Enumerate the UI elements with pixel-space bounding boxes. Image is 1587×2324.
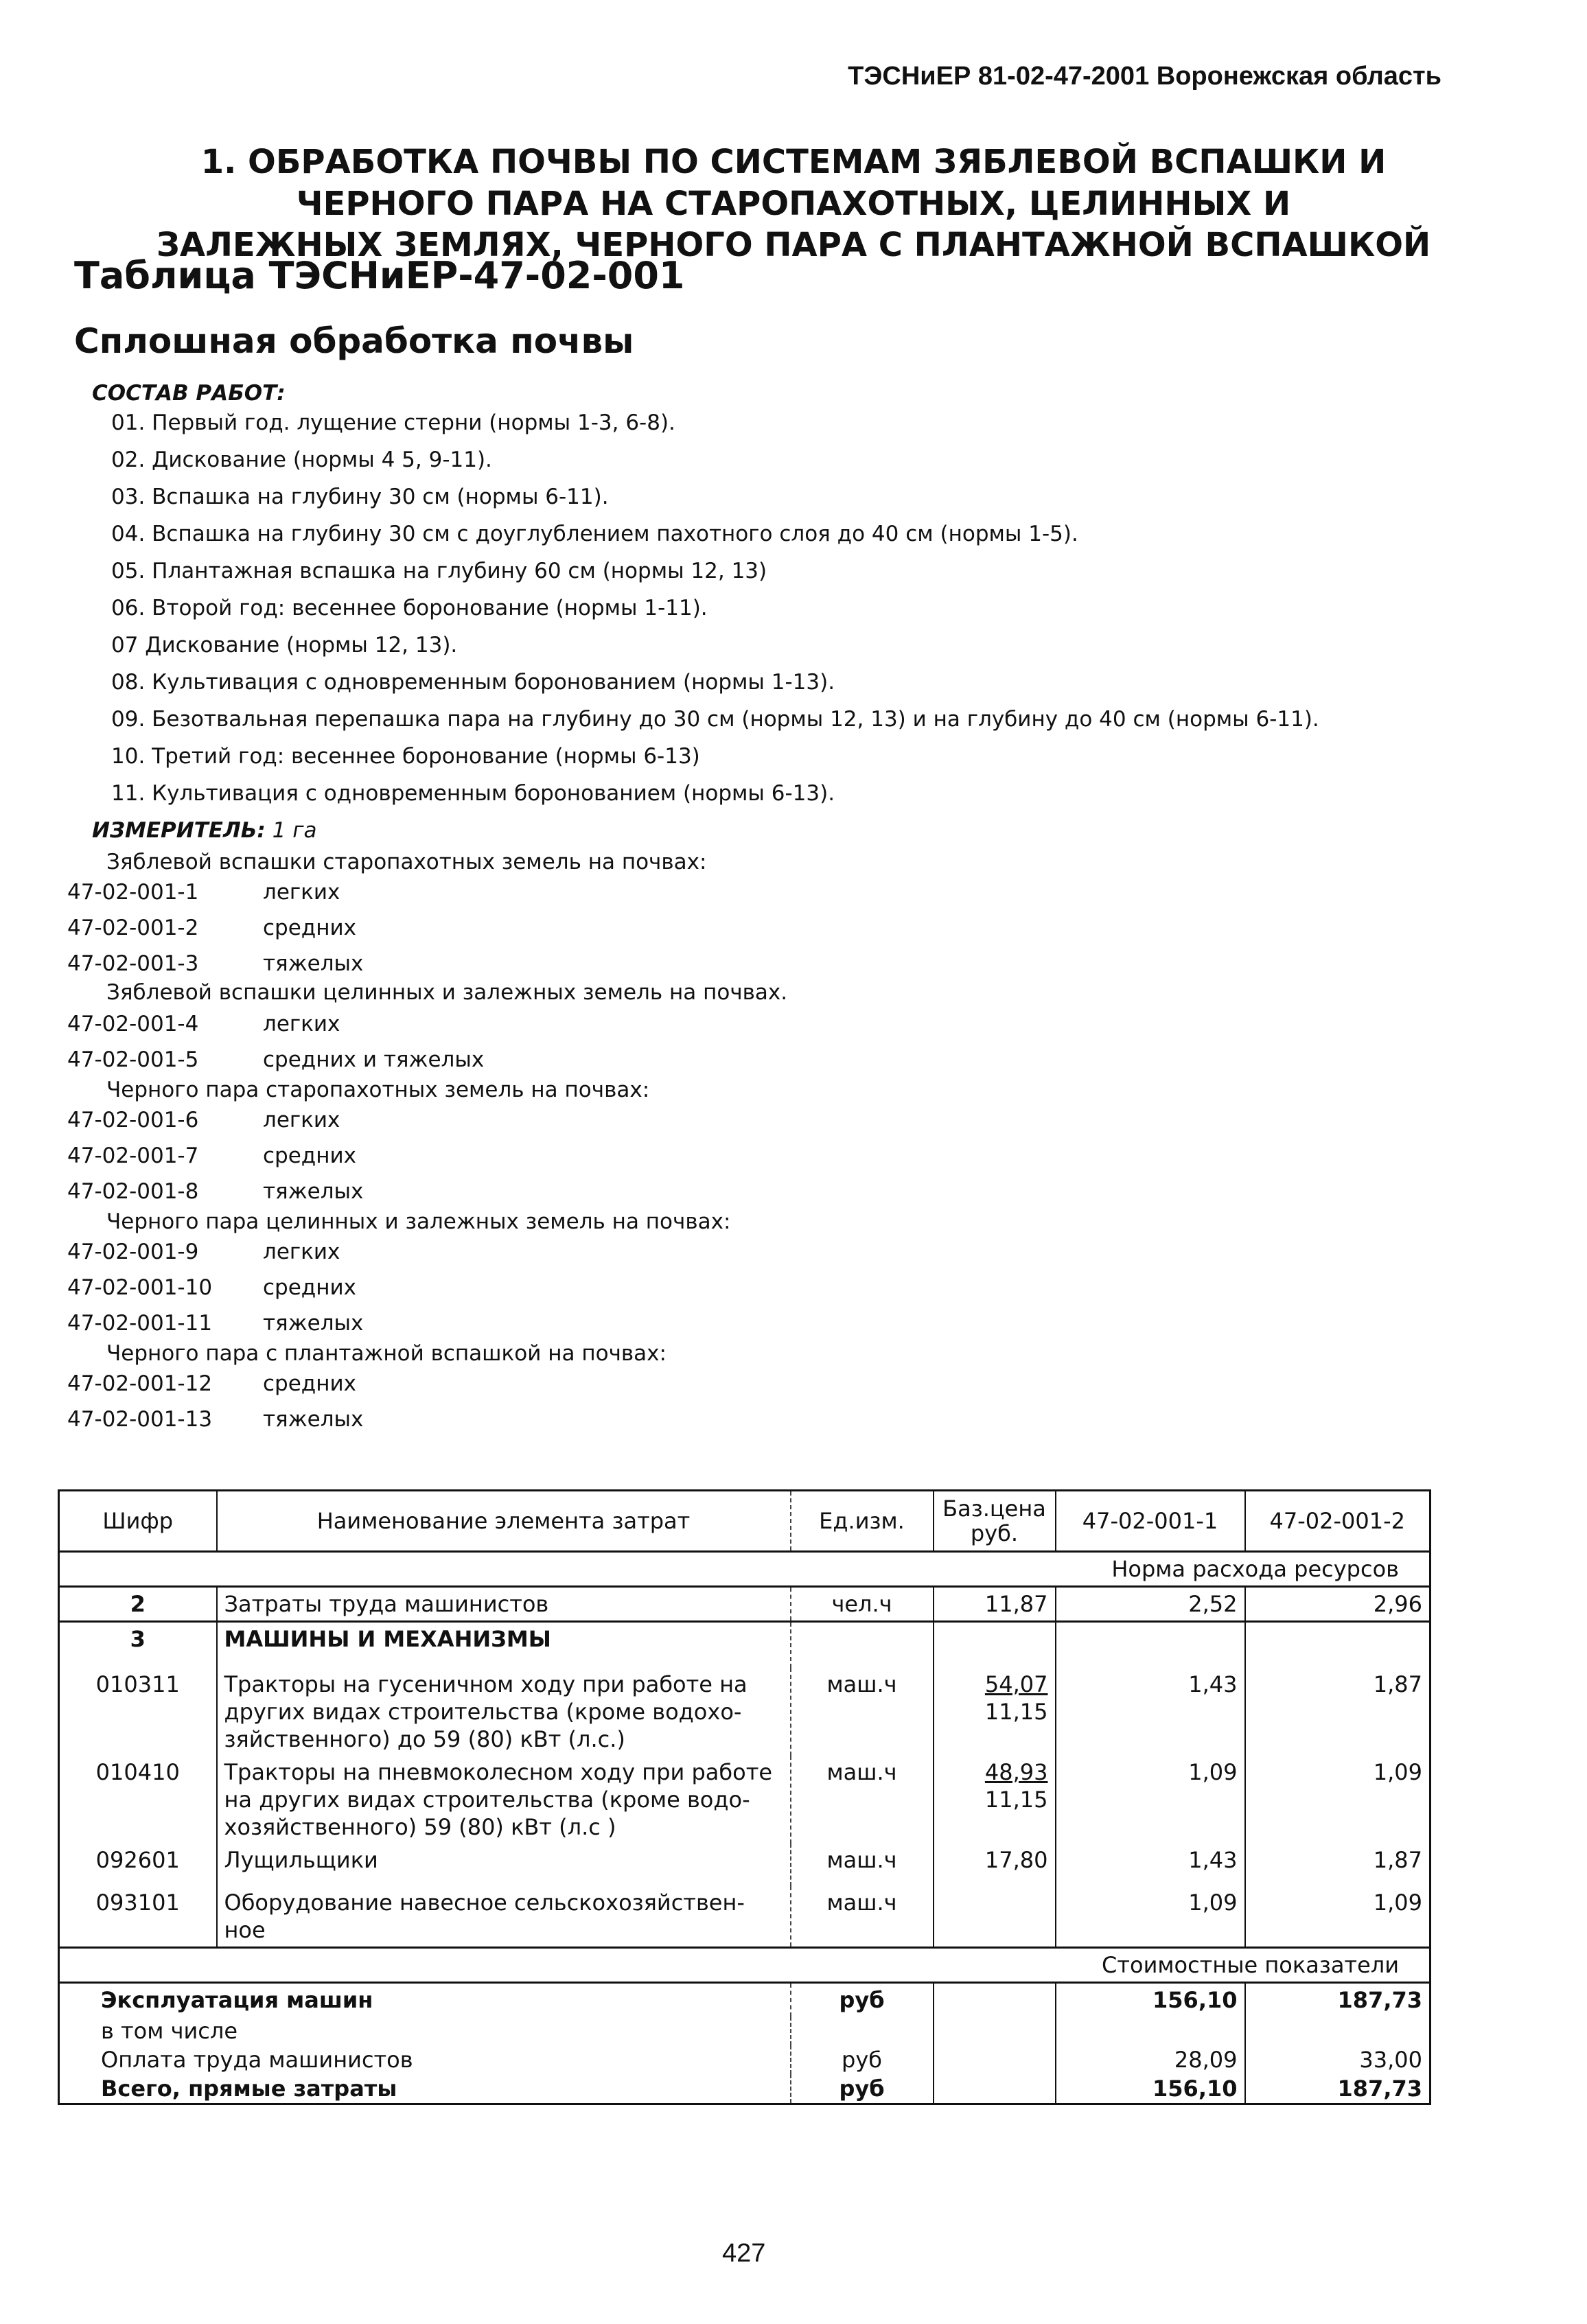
row-code: 2 <box>59 1587 217 1622</box>
work-item: 11. Культивация с одновременным боронованием (нормы 6-13). <box>111 781 835 806</box>
row-value-1: 1,43 <box>1056 1844 1245 1886</box>
cost-unit: руб <box>791 2074 934 2104</box>
header-code: Шифр <box>59 1491 217 1552</box>
row-value-2: 1,87 <box>1245 1668 1430 1756</box>
table-row <box>59 1886 1430 1948</box>
row-value-2: 1,09 <box>1245 1756 1430 1844</box>
norm-code: 47-02-001-7 <box>67 1143 199 1168</box>
header-name: Наименование элемента затрат <box>217 1491 791 1552</box>
cost-value-2: 33,00 <box>1245 2045 1430 2074</box>
norm-name: тяжелых <box>263 1179 364 1204</box>
row-name: Оборудование навесное сельскохозяйствен-ное <box>217 1886 791 1948</box>
row-name: МАШИНЫ И МЕХАНИЗМЫ <box>217 1622 791 1669</box>
norm-code: 47-02-001-1 <box>67 880 199 905</box>
table-header-row <box>59 1491 1430 1552</box>
group-heading: Черного пара целинных и залежных земель на почвах: <box>106 1209 731 1234</box>
row-unit: маш.ч <box>791 1844 934 1886</box>
cost-unit: руб <box>791 2045 934 2074</box>
norm-name: легких <box>263 1240 340 1264</box>
row-code: 092601 <box>59 1844 217 1886</box>
cost-value-2: 187,73 <box>1245 2074 1430 2104</box>
row-price <box>934 1886 1056 1948</box>
work-item: 03. Вспашка на глубину 30 см (нормы 6-11). <box>111 485 609 509</box>
row-code: 010311 <box>59 1668 217 1756</box>
norm-caption: Норма расхода ресурсов <box>59 1552 1430 1587</box>
cost-value-2: 187,73 <box>1245 1983 1430 2017</box>
norm-code: 47-02-001-8 <box>67 1179 199 1204</box>
cost-row <box>59 2045 1430 2074</box>
row-unit: маш.ч <box>791 1756 934 1844</box>
work-item: 08. Культивация с одновременным боронованием (нормы 1-13). <box>111 670 835 695</box>
row-code: 3 <box>59 1622 217 1669</box>
cost-unit: руб <box>791 1983 934 2017</box>
norm-code: 47-02-001-11 <box>67 1311 213 1336</box>
row-unit: чел.ч <box>791 1587 934 1622</box>
row-name: Тракторы на пневмоколесном ходу при работе на других видах строительства (кроме водо-хозяйственного) 59 (80) кВт (л.с ) <box>217 1756 791 1844</box>
row-name: Затраты труда машинистов <box>217 1587 791 1622</box>
norm-name: легких <box>263 1012 340 1036</box>
measure <box>92 818 317 843</box>
section-title-line-1: 1. ОБРАБОТКА ПОЧВЫ ПО СИСТЕМАМ ЗЯБЛЕВОЙ ВСПАШКИ И <box>200 143 1387 181</box>
norm-code: 47-02-001-12 <box>67 1371 213 1396</box>
work-item: 04. Вспашка на глубину 30 см с доуглублением пахотного слоя до 40 см (нормы 1-5). <box>111 522 1078 546</box>
header-norm-1: 47-02-001-1 <box>1056 1491 1245 1552</box>
row-value-1: 2,52 <box>1056 1587 1245 1622</box>
row-value-1: 1,43 <box>1056 1668 1245 1756</box>
work-composition-label: СОСТАВ РАБОТ: <box>92 381 286 406</box>
row-price: 17,80 <box>934 1844 1056 1886</box>
subtitle: Сплошная обработка почвы <box>74 321 634 361</box>
cost-caption-row <box>59 1948 1430 1983</box>
running-header: ТЭСНиЕР 81-02-47-2001 Воронежская область <box>848 62 1441 91</box>
group-heading: Черного пара с плантажной вспашкой на почвах: <box>106 1341 667 1366</box>
row-price-wage: 11,15 <box>984 1699 1048 1725</box>
norm-name: средних <box>263 1275 356 1300</box>
row-value-2: 1,87 <box>1245 1844 1430 1886</box>
header-price: Баз.цена руб. <box>934 1491 1056 1552</box>
work-item: 05. Плантажная вспашка на глубину 60 см (нормы 12, 13) <box>111 559 767 583</box>
table-row <box>59 1668 1430 1756</box>
cost-name: Оплата труда машинистов <box>59 2045 791 2074</box>
row-unit: маш.ч <box>791 1886 934 1948</box>
section-title-line-2: ЧЕРНОГО ПАРА НА СТАРОПАХОТНЫХ, ЦЕЛИННЫХ И <box>296 185 1291 223</box>
row-value-1: 1,09 <box>1056 1886 1245 1948</box>
cost-name: Эксплуатация машин <box>59 1983 791 2017</box>
work-item: 07 Дискование (нормы 12, 13). <box>111 633 458 658</box>
section-title-line-3: ЗАЛЕЖНЫХ ЗЕМЛЯХ, ЧЕРНОГО ПАРА С ПЛАНТАЖНОЙ ВСПАШКОЙ <box>156 226 1431 264</box>
work-item: 10. Третий год: весеннее боронование (нормы 6-13) <box>111 744 700 769</box>
row-price: 11,87 <box>934 1587 1056 1622</box>
work-item: 02. Дискование (нормы 4 5, 9-11). <box>111 448 492 472</box>
norm-code: 47-02-001-13 <box>67 1407 213 1432</box>
table-row <box>59 1587 1430 1622</box>
norm-name: средних и тяжелых <box>263 1047 485 1072</box>
norm-name: средних <box>263 916 356 940</box>
norm-name: тяжелых <box>263 951 364 976</box>
header-norm-2: 47-02-001-2 <box>1245 1491 1430 1552</box>
cost-name: в том числе <box>59 2017 791 2045</box>
norm-code: 47-02-001-10 <box>67 1275 213 1300</box>
norm-name: тяжелых <box>263 1311 364 1336</box>
row-price: 54,07 <box>984 1671 1048 1697</box>
norm-code: 47-02-001-2 <box>67 916 199 940</box>
row-price-cell <box>934 1668 1056 1756</box>
row-unit: маш.ч <box>791 1668 934 1756</box>
row-price-wage: 11,15 <box>984 1787 1048 1813</box>
resource-table <box>58 1489 1431 2105</box>
page-number: 427 <box>722 2239 766 2268</box>
table-row <box>59 1844 1430 1886</box>
row-name: Тракторы на гусеничном ходу при работе на других видах строительства (кроме водохо-зяйственного) до 59 (80) кВт (л.с.) <box>217 1668 791 1756</box>
cost-row <box>59 2074 1430 2104</box>
cost-value-1: 156,10 <box>1056 1983 1245 2017</box>
work-item: 01. Первый год. лущение стерни (нормы 1-3, 6-8). <box>111 410 675 435</box>
row-code: 093101 <box>59 1886 217 1948</box>
table-row <box>59 1622 1430 1669</box>
row-name: Лущильщики <box>217 1844 791 1886</box>
group-heading: Зяблевой вспашки целинных и залежных земель на почвах. <box>106 980 788 1005</box>
row-code: 010410 <box>59 1756 217 1844</box>
group-heading: Черного пара старопахотных земель на почвах: <box>106 1078 650 1102</box>
work-item: 09. Безотвальная перепашка пара на глубину до 30 см (нормы 12, 13) и на глубину до 40 см (нормы 6-11). <box>111 707 1319 732</box>
cost-value-1: 156,10 <box>1056 2074 1245 2104</box>
norm-code: 47-02-001-9 <box>67 1240 199 1264</box>
cost-row <box>59 1983 1430 2017</box>
header-unit: Ед.изм. <box>791 1491 934 1552</box>
measure-value: 1 га <box>272 818 317 843</box>
norm-name: средних <box>263 1143 356 1168</box>
norm-name: легких <box>263 880 340 905</box>
table-row <box>59 1756 1430 1844</box>
cost-caption: Стоимостные показатели <box>59 1948 1430 1983</box>
row-value-1: 1,09 <box>1056 1756 1245 1844</box>
row-value-2: 1,09 <box>1245 1886 1430 1948</box>
norm-name: средних <box>263 1371 356 1396</box>
norm-code: 47-02-001-5 <box>67 1047 199 1072</box>
norm-name: легких <box>263 1108 340 1132</box>
work-item: 06. Второй год: весеннее боронование (нормы 1-11). <box>111 596 708 620</box>
row-price: 48,93 <box>984 1759 1048 1785</box>
cost-name: Всего, прямые затраты <box>59 2074 791 2104</box>
norm-code: 47-02-001-6 <box>67 1108 199 1132</box>
norm-name: тяжелых <box>263 1407 364 1432</box>
table-name: Таблица ТЭСНиЕР-47-02-001 <box>74 254 685 297</box>
group-heading: Зяблевой вспашки старопахотных земель на почвах: <box>106 850 707 874</box>
norm-caption-row <box>59 1552 1430 1587</box>
cost-row <box>59 2017 1430 2045</box>
norm-code: 47-02-001-3 <box>67 951 199 976</box>
row-value-2: 2,96 <box>1245 1587 1430 1622</box>
norm-code: 47-02-001-4 <box>67 1012 199 1036</box>
measure-label: ИЗМЕРИТЕЛЬ: <box>92 818 266 843</box>
cost-value-1: 28,09 <box>1056 2045 1245 2074</box>
row-price-cell <box>934 1756 1056 1844</box>
